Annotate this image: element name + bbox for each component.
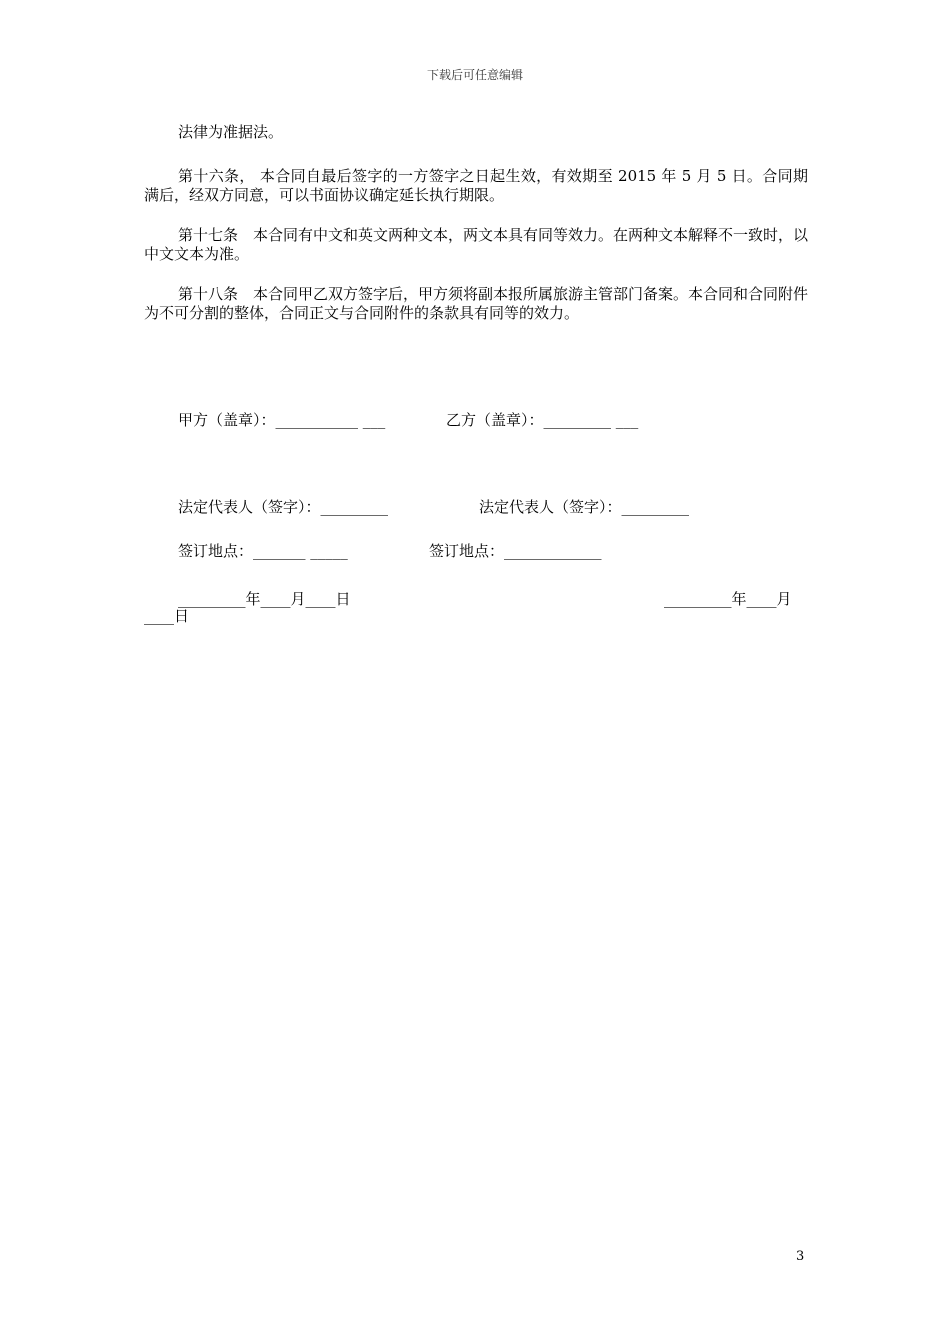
party-b-seal-field: 乙方（盖章）：_________ ___ [446, 411, 639, 429]
party-b-signing-place-field: 签订地点：_____________ [429, 542, 602, 560]
party-a-representative-field: 法定代表人（签字）：_________ [178, 498, 389, 516]
party-b-date-field-continued: ____日 [144, 607, 190, 625]
party-b-representative-field: 法定代表人（签字）：_________ [479, 498, 690, 516]
page-number: 3 [796, 1249, 805, 1264]
paragraph-governing-law: 法律为准据法。 [178, 123, 284, 141]
party-a-seal-field: 甲方（盖章）：___________ ___ [178, 411, 386, 429]
paragraph-article-16: 第十六条， 本合同自最后签字的一方签字之日起生效，有效期至 2015 年 5 月 5 日。合同期满后，经双方同意，可以书面协议确定延长执行期限。 [144, 167, 808, 204]
party-b-date-field: _________年____月 [664, 590, 792, 608]
party-a-date-field: _________年____月____日 [178, 590, 351, 608]
page-header: 下载后可任意编辑 [426, 68, 523, 82]
paragraph-article-17: 第十七条 本合同有中文和英文两种文本，两文本具有同等效力。在两种文本解释不一致时，以中文文本为准。 [144, 226, 809, 263]
paragraph-article-18: 第十八条 本合同甲乙双方签字后，甲方须将副本报所属旅游主管部门备案。本合同和合同附件为不可分割的整体，合同正文与合同附件的条款具有同等的效力。 [144, 285, 809, 322]
party-a-signing-place-field: 签订地点：_______ _____ [178, 542, 348, 560]
